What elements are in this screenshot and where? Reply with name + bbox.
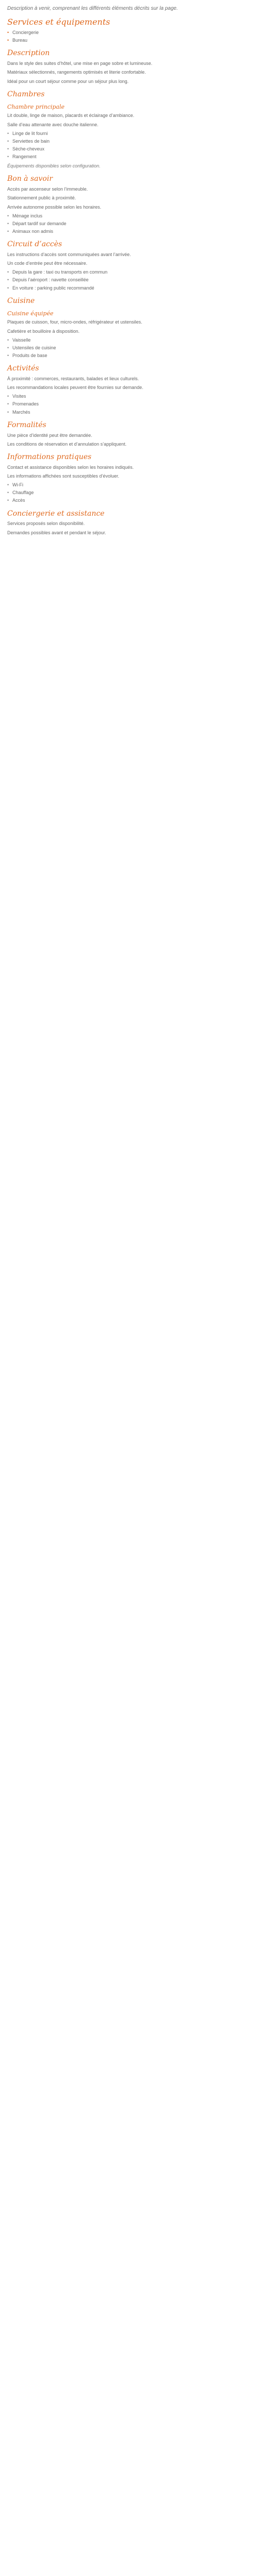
description-paragraph: Idéal pour un court séjour comme pour un séjour plus long. bbox=[7, 78, 129, 84]
formalites-section bbox=[7, 420, 251, 447]
chambres-subtitle: Chambre principale bbox=[7, 103, 65, 110]
cuisine-subtitle: Cuisine équipée bbox=[7, 310, 54, 317]
bon-a-savoir-bullet: • Départ tardif sur demande bbox=[7, 221, 251, 227]
informations-list bbox=[7, 482, 251, 503]
circuit-bullet: • Depuis l’aéroport : navette conseillée bbox=[7, 277, 251, 283]
bon-a-savoir-bullet: • Ménage inclus bbox=[7, 213, 251, 219]
cuisine-title: Cuisine bbox=[7, 296, 35, 305]
description-paragraph: Matériaux sélectionnés, rangements optimisés et literie confortable. bbox=[7, 70, 146, 75]
cuisine-paragraph: Plaques de cuisson, four, micro-ondes, réfrigérateur et ustensiles. bbox=[7, 319, 142, 325]
activites-section bbox=[7, 364, 251, 415]
bon-a-savoir-list bbox=[7, 213, 251, 234]
cuisine-list bbox=[7, 337, 251, 359]
description-paragraph: Dans le style des suites d’hôtel, une mise en page sobre et lumineuse. bbox=[7, 61, 153, 66]
chambres-bullet: • Sèche-cheveux bbox=[7, 146, 251, 152]
informations-section bbox=[7, 452, 251, 504]
services-list bbox=[7, 29, 251, 43]
activites-paragraph: À proximité : commerces, restaurants, balades et lieux culturels. bbox=[7, 376, 139, 382]
bon-a-savoir-paragraph: Stationnement public à proximité. bbox=[7, 195, 76, 201]
description-section bbox=[7, 48, 251, 84]
services-section bbox=[7, 16, 251, 44]
chambres-list bbox=[7, 130, 251, 160]
circuit-paragraph: Un code d’entrée peut être nécessaire. bbox=[7, 261, 88, 266]
informations-paragraph: Contact et assistance disponibles selon les horaires indiqués. bbox=[7, 464, 134, 470]
chambres-paragraph: Salle d’eau attenante avec douche italienne. bbox=[7, 122, 99, 127]
conciergerie-paragraph: Services proposés selon disponibilité. bbox=[7, 521, 85, 527]
cuisine-bullet: • Ustensiles de cuisine bbox=[7, 345, 251, 351]
circuit-section bbox=[7, 240, 251, 291]
informations-title: Informations pratiques bbox=[7, 452, 92, 461]
activites-bullet: • Promenades bbox=[7, 401, 251, 407]
services-bullet: • Conciergerie bbox=[7, 29, 251, 36]
informations-bullet: • Accès bbox=[7, 497, 251, 503]
bon-a-savoir-title: Bon à savoir bbox=[7, 175, 53, 183]
cuisine-bullet: • Produits de base bbox=[7, 352, 251, 359]
activites-bullet: • Marchés bbox=[7, 409, 251, 415]
circuit-bullet: • En voiture : parking public recommandé bbox=[7, 285, 251, 291]
services-bullet: • Bureau bbox=[7, 37, 251, 43]
formalites-paragraph: Une pièce d’identité peut être demandée. bbox=[7, 432, 92, 438]
circuit-paragraph: Les instructions d’accès sont communiquées avant l’arrivée. bbox=[7, 252, 131, 258]
activites-list bbox=[7, 393, 251, 415]
formalites-title: Formalités bbox=[7, 420, 46, 429]
activites-paragraph: Les recommandations locales peuvent être fournies sur demande. bbox=[7, 385, 143, 391]
description-title: Description bbox=[7, 49, 50, 58]
activites-bullet: • Visites bbox=[7, 393, 251, 399]
chambres-bullet: • Serviettes de bain bbox=[7, 138, 251, 144]
chambres-note: Équipements disponibles selon configuration. bbox=[7, 163, 101, 169]
chambres-title: Chambres bbox=[7, 90, 45, 98]
bon-a-savoir-paragraph: Accès par ascenseur selon l’immeuble. bbox=[7, 187, 88, 192]
services-title: Services et équipements bbox=[7, 16, 110, 27]
intro-text: Description à venir, comprenant les différents éléments décrits sur la page. bbox=[7, 6, 178, 11]
chambres-section bbox=[7, 90, 251, 170]
activites-title: Activités bbox=[7, 364, 39, 373]
chambres-bullet: • Rangement bbox=[7, 154, 251, 160]
cuisine-paragraph: Cafetière et bouilloire à disposition. bbox=[7, 328, 80, 334]
circuit-bullet: • Depuis la gare : taxi ou transports en commun bbox=[7, 269, 251, 275]
conciergerie-section bbox=[7, 509, 251, 536]
chambres-paragraph: Lit double, linge de maison, placards et éclairage d’ambiance. bbox=[7, 113, 135, 118]
cuisine-bullet: • Vaisselle bbox=[7, 337, 251, 343]
conciergerie-title: Conciergerie et assistance bbox=[7, 509, 105, 518]
circuit-list bbox=[7, 269, 251, 291]
cuisine-section bbox=[7, 296, 251, 359]
chambres-bullet: • Linge de lit fourni bbox=[7, 130, 251, 137]
bon-a-savoir-section bbox=[7, 174, 251, 234]
bon-a-savoir-bullet: • Animaux non admis bbox=[7, 228, 251, 234]
bon-a-savoir-paragraph: Arrivée autonome possible selon les horaires. bbox=[7, 204, 102, 210]
informations-paragraph: Les informations affichées sont susceptibles d’évoluer. bbox=[7, 473, 119, 479]
formalites-paragraph: Les conditions de réservation et d’annulation s’appliquent. bbox=[7, 441, 127, 447]
conciergerie-paragraph: Demandes possibles avant et pendant le séjour. bbox=[7, 530, 106, 535]
circuit-title: Circuit d’accès bbox=[7, 240, 62, 249]
informations-bullet: • Chauffage bbox=[7, 489, 251, 496]
informations-bullet: • Wi‑Fi bbox=[7, 482, 251, 488]
